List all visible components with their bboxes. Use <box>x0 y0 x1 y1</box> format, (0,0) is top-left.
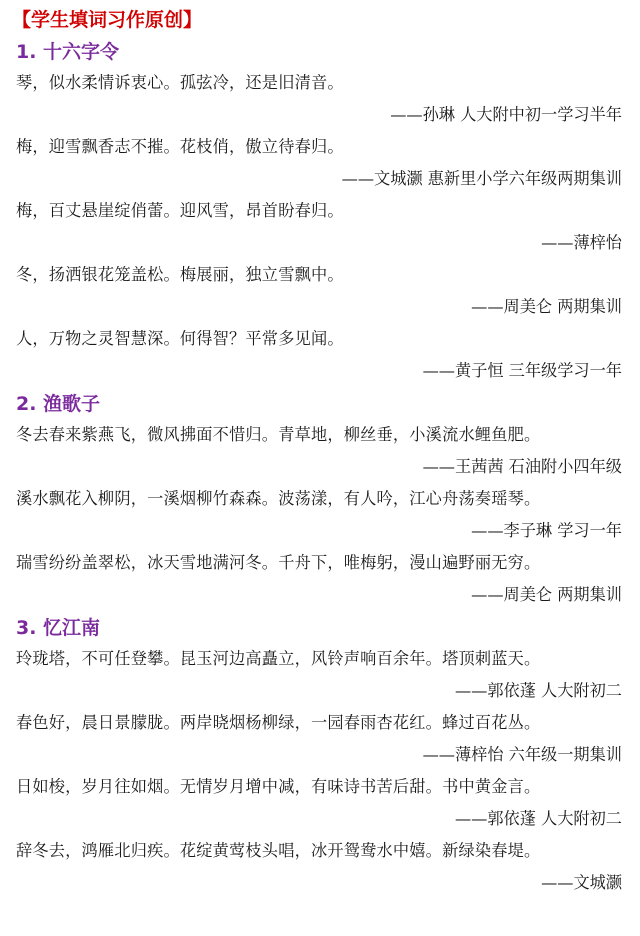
poem-line: 冬，扬洒银花笼盖松。梅展丽，独立雪飘中。 <box>16 265 344 284</box>
author-credit: ——黄子恒 三年级学习一年 <box>422 361 622 380</box>
poem-line: 梅，迎雪飘香志不摧。花枝俏，傲立待春归。 <box>16 137 344 156</box>
author-credit: ——文城灏 惠新里小学六年级两期集训 <box>341 169 622 188</box>
author-credit: ——薄梓怡 六年级一期集训 <box>422 745 622 764</box>
poem-line: 人，万物之灵智慧深。何得智？平常多见闻。 <box>16 329 344 348</box>
section-yugezi <box>16 390 624 610</box>
author-credit: ——薄梓怡 <box>541 233 622 252</box>
poem-line: 玲珑塔，不可任登攀。昆玉河边高矗立，风铃声响百余年。塔顶刺蓝天。 <box>16 649 541 668</box>
author-credit: ——周美仑 两期集训 <box>471 585 622 604</box>
poem-line: 梅，百丈悬崖绽俏蕾。迎风雪，昂首盼春归。 <box>16 201 344 220</box>
author-credit: ——周美仑 两期集训 <box>471 297 622 316</box>
section-yijiangnan <box>16 614 624 898</box>
author-credit: ——王茜茜 石油附小四年级 <box>422 457 622 476</box>
section-title: 2. 渔歌子 <box>16 393 101 415</box>
poem-line: 日如梭，岁月往如烟。无情岁月增中减，有味诗书苦后甜。书中黄金言。 <box>16 777 541 796</box>
section-shiliuziling <box>16 38 624 386</box>
poem-line: 瑞雪纷纷盖翠松，冰天雪地满河冬。千舟下，唯梅躬，漫山遍野丽无穷。 <box>16 553 541 572</box>
poem-line: 溪水飘花入柳阴，一溪烟柳竹森森。波荡漾，有人吟，江心舟荡奏瑶琴。 <box>16 489 541 508</box>
author-credit: ——孙琳 人大附中初一学习半年 <box>390 105 622 124</box>
poem-line: 辞冬去，鸿雁北归疾。花绽黄莺枝头唱，冰开鸳鸯水中嬉。新绿染春堤。 <box>16 841 541 860</box>
author-credit: ——郭依蓬 人大附初二 <box>454 681 622 700</box>
section-title: 3. 忆江南 <box>16 617 101 639</box>
author-credit: ——文城灏 <box>541 873 622 892</box>
author-credit: ——郭依蓬 人大附初二 <box>454 809 622 828</box>
section-title: 1. 十六字令 <box>16 41 120 63</box>
banner-title: 【学生填词习作原创】 <box>12 9 203 31</box>
poem-line: 琴，似水柔情诉衷心。孤弦冷，还是旧清音。 <box>16 73 344 92</box>
poem-line: 冬去春来紫燕飞，微风拂面不惜归。青草地，柳丝垂，小溪流水鲤鱼肥。 <box>16 425 541 444</box>
author-credit: ——李子琳 学习一年 <box>471 521 622 540</box>
poem-line: 春色好，晨日景朦胧。两岸晓烟杨柳绿，一园春雨杏花红。蜂过百花丛。 <box>16 713 541 732</box>
